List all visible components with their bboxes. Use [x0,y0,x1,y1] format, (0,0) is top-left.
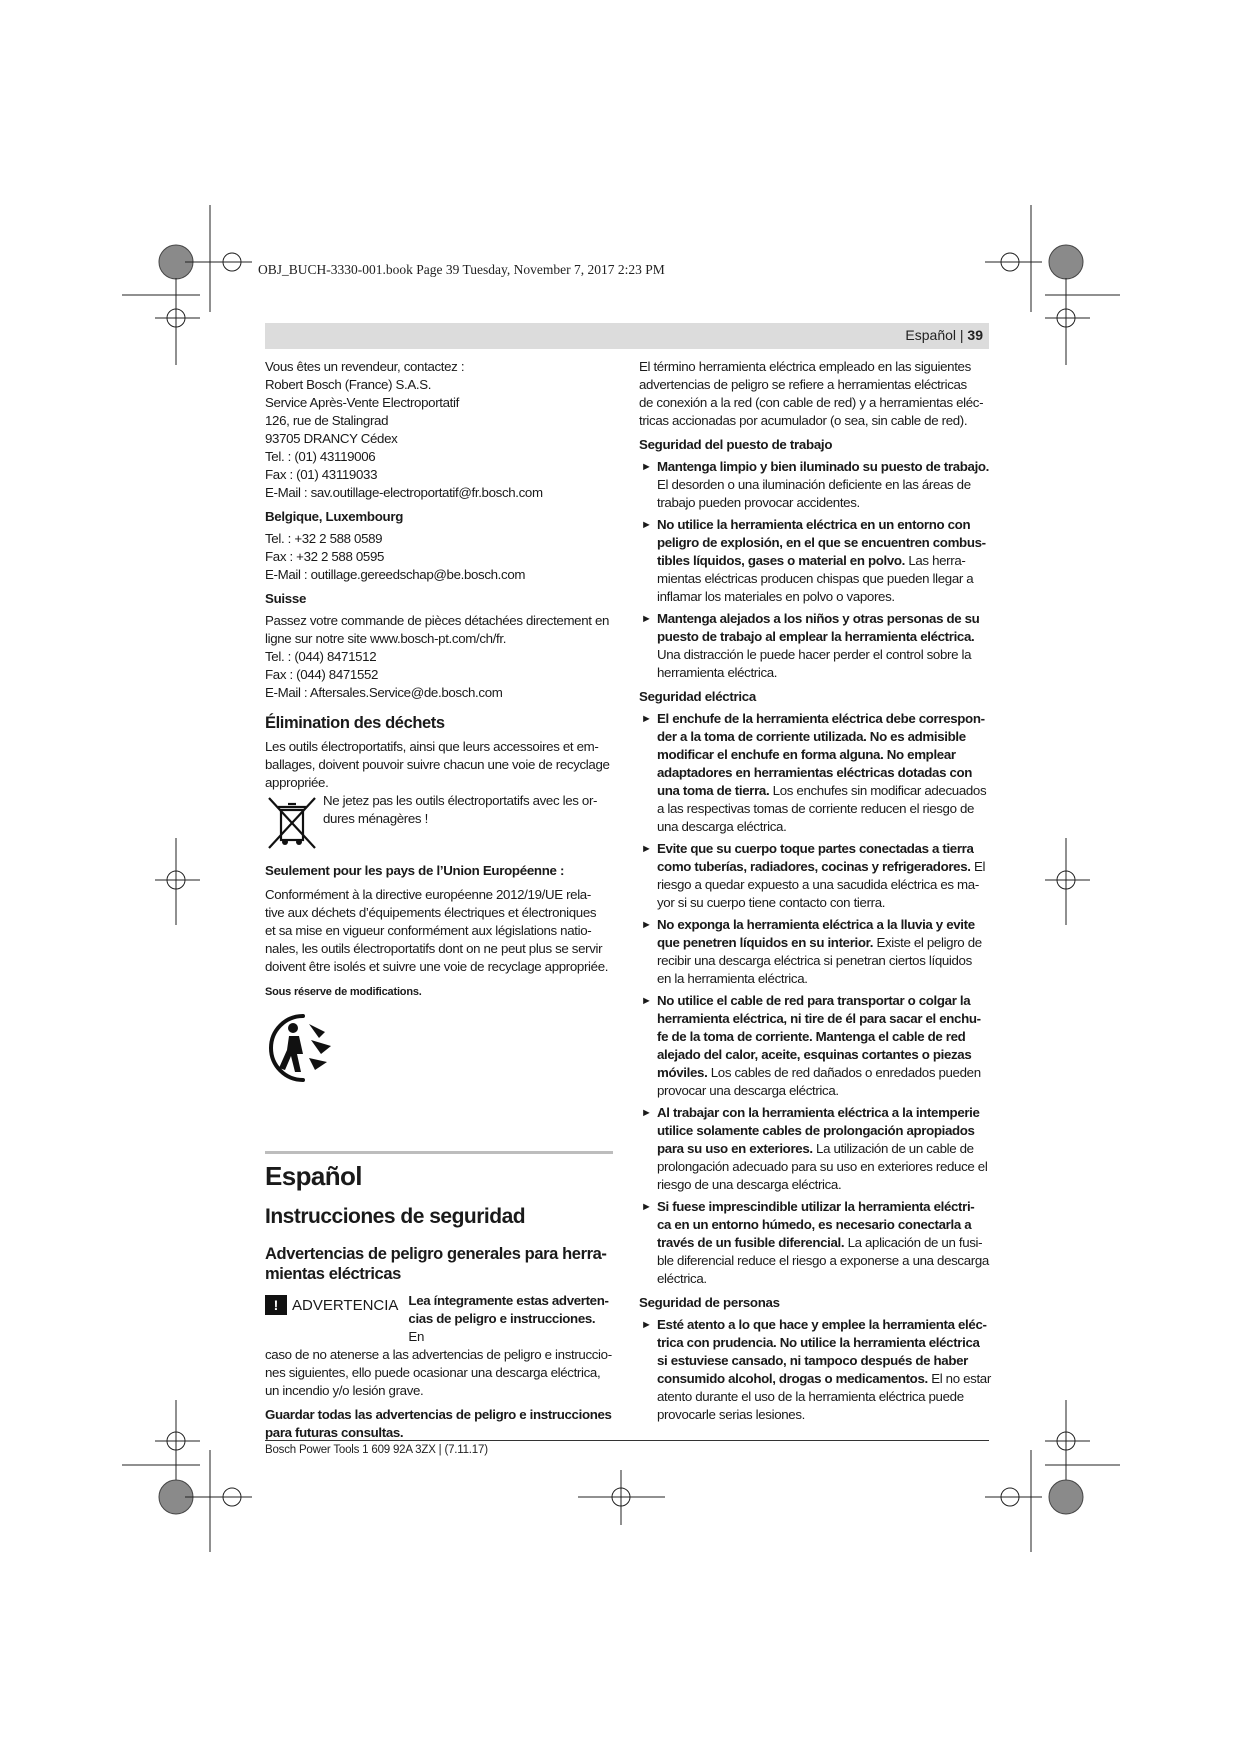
line: Passez votre commande de pièces détachées directement en [265,613,610,628]
line: en la herramienta eléctrica. [657,971,808,986]
bullet-marker: ► [641,713,652,725]
line: No utilice la herramienta eléctrica en un entorno con [657,517,971,532]
header-language: Español [905,327,956,343]
warning-label: ADVERTENCIA [292,1296,399,1314]
line: Fax : (044) 8471552 [265,667,379,682]
s1-bullet-1 [639,458,991,512]
bullet-marker: ► [641,919,652,931]
line: E-Mail : sav.outillage-electroportatif@fr.bosch.com [265,485,543,500]
line: Tel. : (01) 43119006 [265,449,376,464]
right-column [639,358,991,1424]
line: puesto de trabajo al emplear la herramienta eléctrica. [657,629,975,644]
reserve-note: Sous réserve de modifications. [265,986,422,998]
line: provocar una descarga eléctrica. [657,1083,839,1098]
line: Si fuese imprescindible utilizar la herramienta eléctri- [657,1199,975,1214]
line: ble diferencial reduce el riesgo a exponerse a una descarga [657,1253,989,1268]
espanol-heading: Español [265,1161,362,1191]
line: No exponga la herramienta eléctrica a la lluvia y evite [657,917,975,932]
reseller-block [265,358,613,502]
line: El enchufe de la herramienta eléctrica debe correspon- [657,711,985,726]
line: Tel. : (044) 8471512 [265,649,377,664]
line: 93705 DRANCY Cédex [265,431,398,446]
line: Mantenga alejados a los niños y otras personas de su [657,611,980,626]
s2-bullet-3 [639,916,991,988]
line: atento durante el uso de la herramienta eléctrica puede [657,1389,964,1404]
line: Los enchufes sin modificar adecuados [769,783,987,798]
line: No utilice el cable de red para transportar o colgar la [657,993,971,1008]
page-number: 39 [967,327,983,343]
line: Ne jetez pas les outils électroportatifs avec les or- [323,793,598,808]
crossed-bin-icon [265,794,321,852]
bullet-marker: ► [641,843,652,855]
footer: Bosch Power Tools 1 609 92A 3ZX | (7.11.17) [265,1444,488,1456]
bullet-marker: ► [641,1107,652,1119]
line: nes siguientes, ello puede ocasionar una descarga eléctrica, [265,1365,601,1380]
line: alejado del calor, aceite, esquinas cortantes o piezas [657,1047,972,1062]
bullet-marker: ► [641,519,652,531]
warning-triangle-icon: ! [265,1295,287,1315]
line: et sa mise en vigueur conformément aux législations natio- [265,923,592,938]
instrucciones-heading: Instrucciones de seguridad [265,1205,526,1228]
line: Fax : +32 2 588 0595 [265,549,385,564]
line: trabajo pueden provocar accidentes. [657,495,860,510]
line: si estuviese cansado, ni tampoco después de haber [657,1353,968,1368]
line: Mantenga limpio y bien iluminado su puesto de trabajo. [657,459,990,474]
line: La aplicación de un fusi- [844,1235,983,1250]
line: Fax : (01) 43119033 [265,467,378,482]
line: advertencias de peligro se refiere a herramientas eléctricas [639,377,967,392]
line: móviles. [657,1065,708,1080]
s1-bullet-3 [639,610,991,682]
bullet-marker: ► [641,1319,652,1331]
line: mientas eléctricas [265,1265,401,1283]
s1-heading: Seguridad del puesto de trabajo [639,437,833,452]
line: para futuras consultas. [265,1425,404,1440]
header-separator: | [959,327,964,343]
line: Les outils électroportatifs, ainsi que leurs accessoires et em- [265,739,599,754]
suisse-block [265,612,613,702]
line: prolongación adecuado para su uso en exteriores reduce el [657,1159,988,1174]
line: inflamar los materiales en polvo o vapores. [657,589,895,604]
line: der a la toma de corriente utilizada. No es admisible [657,729,966,744]
page-header-bar [265,323,989,349]
ue-heading: Seulement pour les pays de l’Union Européenne : [265,863,565,878]
line: adaptadores en herramientas eléctricas dotadas con [657,765,973,780]
ue-block [265,886,613,976]
line: recibir una descarga eléctrica si penetran ciertos líquidos [657,953,972,968]
line: un incendio y/o lesión grave. [265,1383,424,1398]
line: de conexión a la red (con cable de red) y a herramientas eléc- [639,395,984,410]
line: dures ménagères ! [323,811,428,826]
s2-bullet-6 [639,1198,991,1288]
recycling-triman-icon [263,1010,339,1086]
line: Service Après-Vente Electroportatif [265,395,459,410]
line: mientas eléctricas producen chispas que pueden llegar a [657,571,974,586]
line: través de un fusible diferencial. [657,1235,845,1250]
proof-header: OBJ_BUCH-3330-001.book Page 39 Tuesday, November 7, 2017 2:23 PM [258,262,665,277]
line: El no estar [927,1371,991,1386]
belgium-block [265,530,613,584]
line: tive aux déchets d’équipements électriques et électroniques [265,905,597,920]
line: yor si su cuerpo tiene contacto con tierra. [657,895,886,910]
guardar-block [265,1406,613,1442]
line: una toma de tierra. [657,783,770,798]
warning-badge [265,1295,398,1315]
line: El [970,859,986,874]
line: eléctrica. [657,1271,707,1286]
line: Conformément à la directive européenne 2012/19/UE rela- [265,887,591,902]
line: Esté atento a lo que hace y emplee la herramienta eléc- [657,1317,987,1332]
line: una descarga eléctrica. [657,819,787,834]
line: fe de la toma de corriente. Mantenga el cable de red [657,1029,966,1044]
line: Existe el peligro de [873,935,982,950]
line: E-Mail : outillage.gereedschap@be.bosch.com [265,567,526,582]
s1-bullet-2 [639,516,991,606]
line: como tuberías, radiadores, cocinas y refrigeradores. [657,859,971,874]
line: ligne sur notre site www.bosch-pt.com/ch/fr. [265,631,507,646]
line: ballages, doivent pouvoir suivre chacun une voie de recyclage [265,757,610,772]
line: riesgo a quedar expuesto a una sacudida eléctrica es ma- [657,877,979,892]
line: cias de peligro e instrucciones. [408,1311,596,1326]
line: caso de no atenerse a las advertencias de peligro e instruccio- [265,1347,612,1362]
warning-block [265,1292,613,1346]
intro-block [639,358,991,430]
line: El término herramienta eléctrica empleado en las siguientes [639,359,971,374]
line: nales, les outils électroportatifs dont on ne peut plus se servir [265,941,603,956]
s3-bullet-1 [639,1316,991,1424]
bullet-marker: ► [641,613,652,625]
s3-heading: Seguridad de personas [639,1295,780,1310]
s2-bullet-2 [639,840,991,912]
page-header [905,327,983,343]
line: tibles líquidos, gases o material en polvo. [657,553,905,568]
line: trica con prudencia. No utilice la herramienta eléctrica [657,1335,980,1350]
line: utilice solamente cables de prolongación apropiados [657,1123,975,1138]
line: Una distracción le puede hacer perder el control sobre la [657,647,972,662]
line: que penetren líquidos en su interior. [657,935,874,950]
line: consumido alcohol, drogas o medicamentos. [657,1371,928,1386]
elimination-block [265,738,613,792]
line: En [408,1329,424,1344]
line: Advertencias de peligro generales para herra- [265,1245,607,1263]
line: Al trabajar con la herramienta eléctrica a la intemperie [657,1105,980,1120]
line: E-Mail : Aftersales.Service@de.bosch.com [265,685,503,700]
advertencias-heading [265,1244,613,1284]
line: modificar el enchufe en forma alguna. No emplear [657,747,956,762]
bullet-marker: ► [641,995,652,1007]
bullet-marker: ► [641,1201,652,1213]
weee-row [265,794,613,852]
line: herramienta eléctrica, ni tire de él para sacar el enchu- [657,1011,981,1026]
line: Evite que su cuerpo toque partes conectadas a tierra [657,841,974,856]
s2-bullet-4 [639,992,991,1100]
line: herramienta eléctrica. [657,665,778,680]
bullet-marker: ► [641,461,652,473]
line: peligro de explosión, en el que se encuentren combus- [657,535,986,550]
warning-rest [265,1346,613,1400]
footer-rule [265,1440,989,1441]
line: provocarle serias lesiones. [657,1407,805,1422]
belgium-heading: Belgique, Luxembourg [265,509,404,524]
s2-heading: Seguridad eléctrica [639,689,756,704]
line: El desorden o una iluminación deficiente en las áreas de [657,477,971,492]
line: Lea íntegramente estas adverten- [408,1293,609,1308]
line: appropriée. [265,775,329,790]
line: ca en un entorno húmedo, es necesario conectarla a [657,1217,972,1232]
line: doivent être isolés et suivre une voie de recyclage appropriée. [265,959,609,974]
line: Los cables de red dañados o enredados pueden [707,1065,981,1080]
line: 126, rue de Stalingrad [265,413,389,428]
line: Vous êtes un revendeur, contactez : [265,359,465,374]
line: tricas accionadas por acumulador (o sea, sin cable de red). [639,413,968,428]
s2-bullet-1 [639,710,991,836]
line: La utilización de un cable de [812,1141,974,1156]
line: Robert Bosch (France) S.A.S. [265,377,432,392]
line: Las herra- [905,553,966,568]
line: a las respectivas tomas de corriente reducen el riesgo de [657,801,975,816]
line: Guardar todas las advertencias de peligro e instrucciones [265,1407,612,1422]
left-column [265,358,613,1442]
elimination-heading: Élimination des déchets [265,714,445,732]
s2-bullet-5 [639,1104,991,1194]
line: riesgo de una descarga eléctrica. [657,1177,842,1192]
line: para su uso en exteriores. [657,1141,813,1156]
line: Tel. : +32 2 588 0589 [265,531,383,546]
suisse-heading: Suisse [265,591,307,606]
